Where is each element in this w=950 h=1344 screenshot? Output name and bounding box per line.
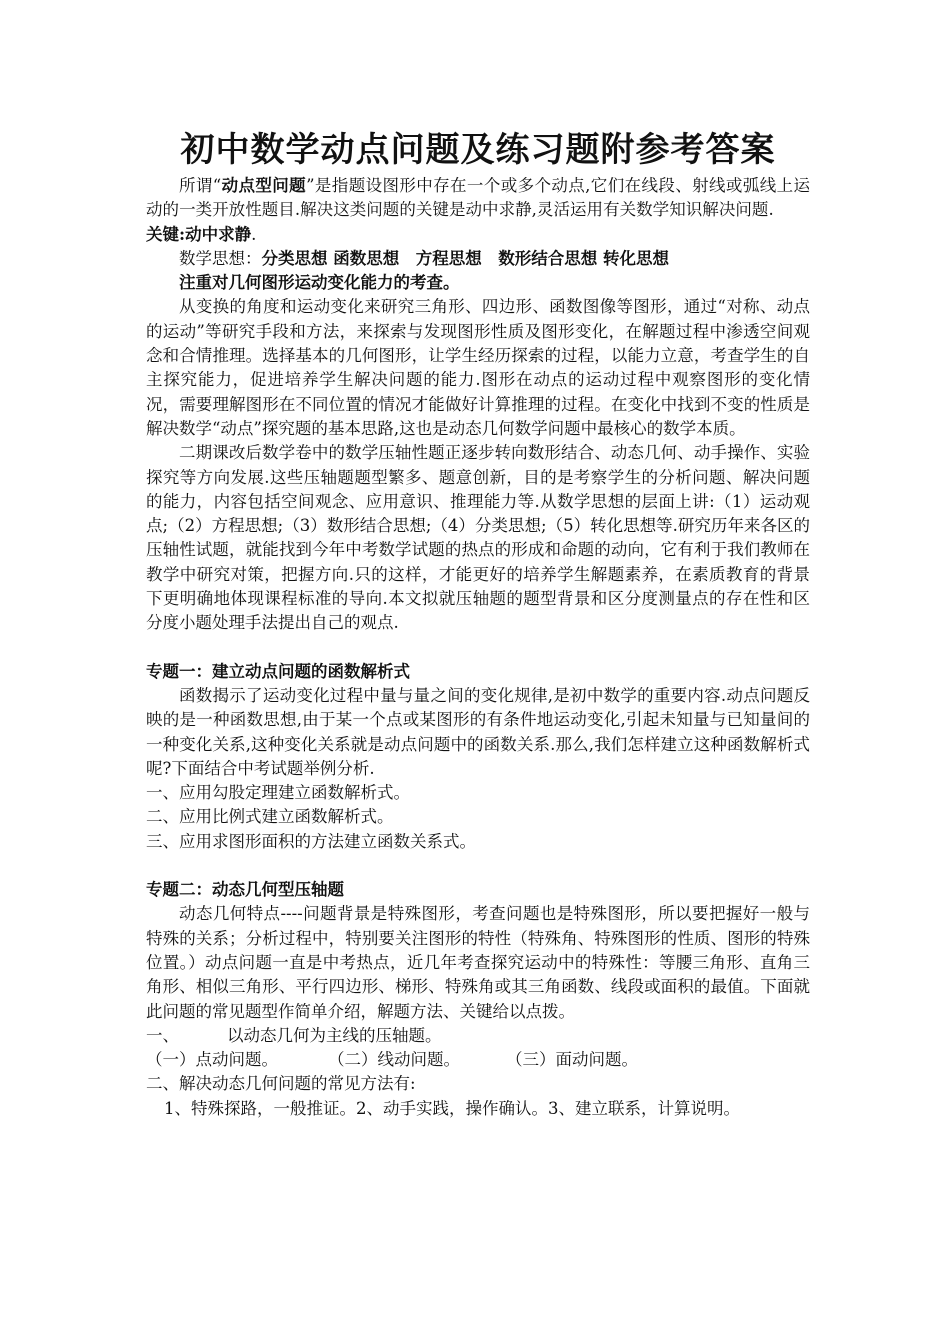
intro-paragraph-1: 所谓“动点型问题”是指题设图形中存在一个或多个动点,它们在线段、射线或弧线上运动的一类开放性题目.解决这类问题的关键是动中求静,灵活运用有关数学知识解决问题.关键:动中求静. bbox=[146, 176, 811, 244]
document-title: 初中数学动点问题及练习题附参考答案 bbox=[180, 130, 776, 170]
topic1-item: 二、应用比例式建立函数解析式。 bbox=[146, 807, 394, 827]
intro-paragraph-4: 从变换的角度和运动变化来研究三角形、四边形、函数图像等图形，通过“对称、动点的运动”等研究手段和方法，来探索与发现图形性质及图形变化，在解题过程中渗透空间观念和合情推理。选择基本的几何图形，让学生经历探索的过程，以能力立意，考查学生的自主探究能力，促进培养学生解决问题的能力.图形在动点的运动过程中观察图形的变化情况，需要理解图形在不同位置的情况才能做好计算推理的过程。在变化中找到不变的性质是解决数学“动点”探究题的基本思路,这也是动态几何数学问题中最核心的数学本质。 bbox=[146, 297, 810, 438]
intro-paragraph-5: 二期课改后数学卷中的数学压轴性题正逐步转向数形结合、动态几何、动手操作、实验探究等方向发展.这些压轴题题型繁多、题意创新，目的是考察学生的分析问题、解决问题的能力，内容包括空间观念、应用意识、推理能力等.从数学思想的层面上讲:（1）运动观点;（2）方程思想;（3）数形结合思想;（4）分类思想;（5）转化思想等.研究历年来各区的压轴性试题，就能找到今年中考数学试题的热点的形成和命题的动向，它有利于我们教师在教学中研究对策，把握方向.只的这样，才能更好的培养学生解题素养，在素质教育的背景下更明确地体现课程标准的导向.本文拟就压轴题的题型背景和区分度测量点的存在性和区分度小题处理手法提出自己的观点. bbox=[146, 443, 810, 633]
topic1-item: 三、应用求图形面积的方法建立函数关系式。 bbox=[146, 831, 476, 851]
topic2-body: 动态几何特点----问题背景是特殊图形，考查问题也是特殊图形，所以要把握好一般与特殊的关系；分析过程中，特别要关注图形的特性（特殊角、特殊图形的性质、图形的特殊位置。）动点问题一直是中考热点，近几年考查探究运动中的特殊性：等腰三角形、直角三角形、相似三角形、平行四边形、梯形、特殊角或其三角函数、线段或面积的最值。下面就此问题的常见题型作简单介绍，解题方法、关键给以点拨。 bbox=[146, 904, 810, 1021]
topic1-heading: 专题一：建立动点问题的函数解析式 bbox=[146, 661, 410, 681]
topic1-item: 一、应用勾股定理建立函数解析式。 bbox=[146, 783, 410, 803]
topic2-line-1: 一、 以动态几何为主线的压轴题。 bbox=[146, 1025, 442, 1045]
topic1-body: 函数揭示了运动变化过程中量与量之间的变化规律,是初中数学的重要内容.动点问题反映的是一种函数思想,由于某一个点或某图形的有条件地运动变化,引起未知量与已知量间的一种变化关系,这种变化关系就是动点问题中的函数关系.那么,我们怎样建立这种函数解析式呢?下面结合中考试题举例分析. bbox=[146, 685, 810, 778]
math-thoughts-line: 数学思想：分类思想 函数思想 方程思想 数形结合思想 转化思想 bbox=[179, 248, 669, 268]
term-dynamic-point: 动点型问题 bbox=[221, 176, 307, 195]
topic2-sub-items: （一）点动问题。 （二）线动问题。 （三）面动问题。 bbox=[146, 1050, 638, 1070]
topic2-line-2: 二、解决动态几何问题的常见方法有: bbox=[146, 1074, 416, 1094]
topic2-heading: 专题二：动态几何型压轴题 bbox=[146, 880, 344, 900]
emphasis-line: 注重对几何图形运动变化能力的考查。 bbox=[179, 273, 460, 293]
key-point: 关键:动中求静 bbox=[146, 224, 252, 244]
topic2-line-3: 1、特殊探路，一般推证。2、动手实践，操作确认。3、建立联系，计算说明。 bbox=[164, 1098, 740, 1118]
